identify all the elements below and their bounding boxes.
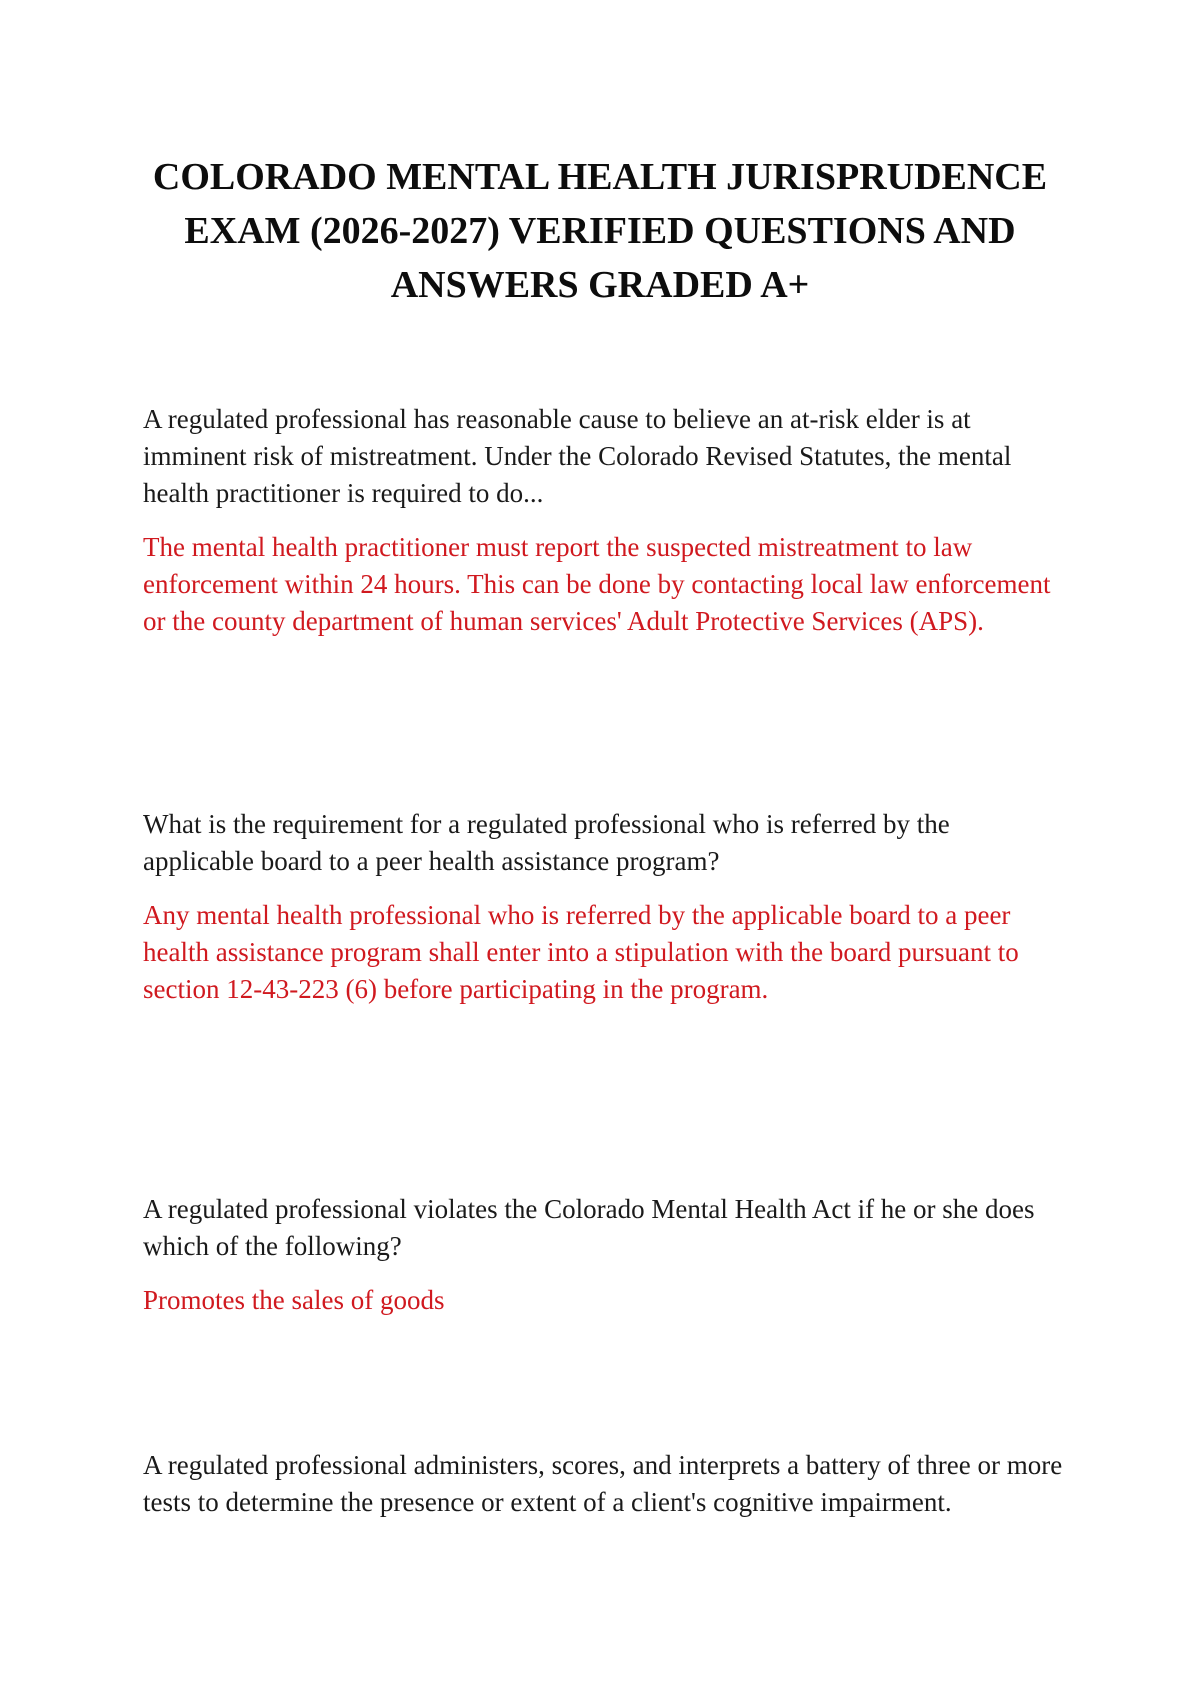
qa-item <box>143 806 1063 1008</box>
answer-text: Promotes the sales of goods <box>143 1285 445 1315</box>
answer-text: Any mental health professional who is referred by the applicable board to a peer health assistance program shall enter into a stipulation with the board pursuant to section 12-43-223 (6) before participating in the program. <box>143 900 1019 1004</box>
document-title: COLORADO MENTAL HEALTH JURISPRUDENCE EXAM (2026-2027) VERIFIED QUESTIONS AND ANSWERS GRADED A+ <box>152 156 1048 306</box>
question-text: A regulated professional has reasonable cause to believe an at-risk elder is at imminent risk of mistreatment. Under the Colorado Revised Statutes, the mental health practitioner is required to do... <box>143 404 1012 508</box>
qa-item <box>143 1191 1063 1319</box>
answer-text: The mental health practitioner must report the suspected mistreatment to law enforcement within 24 hours. This can be done by contacting local law enforcement or the county department of human services' Adult Protective Services (APS). <box>143 532 1051 636</box>
question-text: A regulated professional violates the Colorado Mental Health Act if he or she does which of the following? <box>143 1194 1035 1261</box>
question-text: What is the requirement for a regulated professional who is referred by the applicable board to a peer health assistance program? <box>143 809 950 876</box>
qa-item <box>143 401 1063 640</box>
question-text: A regulated professional administers, scores, and interprets a battery of three or more tests to determine the presence or extent of a client's cognitive impairment. <box>143 1450 1063 1517</box>
qa-item <box>143 1447 1063 1521</box>
